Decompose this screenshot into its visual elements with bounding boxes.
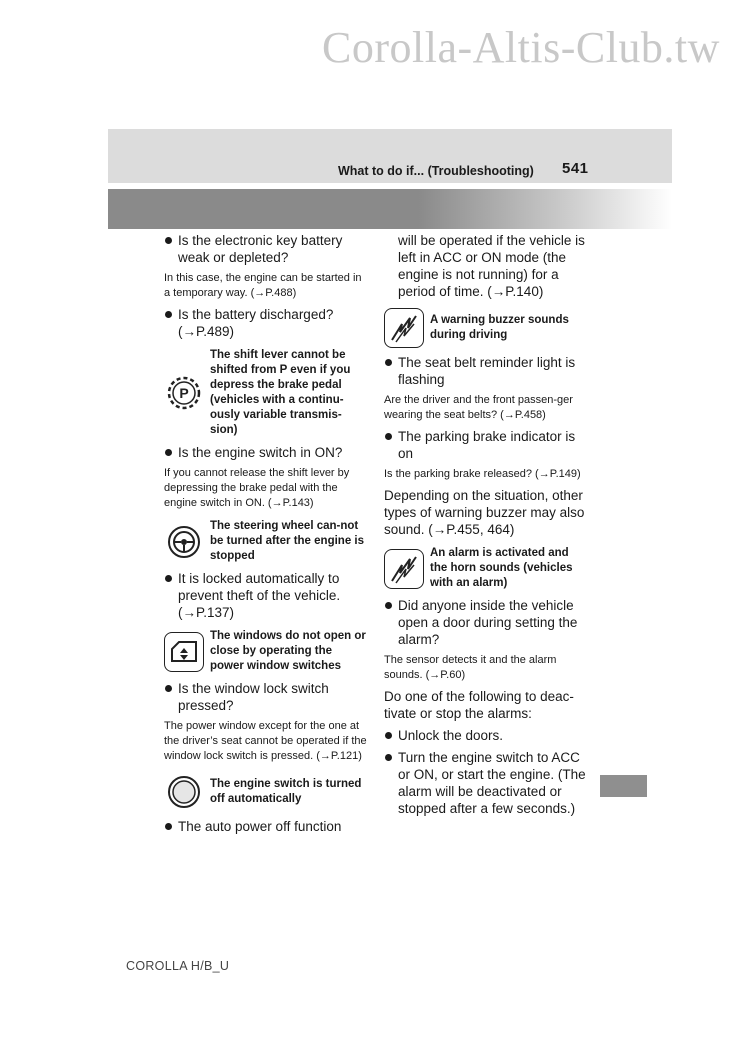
bullet-steering-locked: It is locked automatically to prevent theft of the vehicle. (→P.137) xyxy=(164,570,367,621)
bullet-key-battery: Is the electronic key battery weak or depleted? xyxy=(164,232,367,266)
page-number: 541 xyxy=(562,160,589,177)
alarm-horn-icon xyxy=(384,549,424,589)
steering-wheel-icon xyxy=(164,522,204,562)
continued-auto-power-off: will be operated if the vehicle is left in ACC or ON mode (the engine is not running) for a period of time. (→P.140) xyxy=(398,233,585,299)
bullet-seat-belt: The seat belt reminder light is flashing xyxy=(384,354,589,388)
para-deactivate: Do one of the following to deac-tivate or stop the alarms: xyxy=(384,689,574,721)
watermark: Corolla-Altis-Club.tw xyxy=(322,23,720,72)
para-other-buzzers: Depending on the situation, other types of warning buzzer may also sound. (→P.455, 464) xyxy=(384,488,585,537)
svg-text:P: P xyxy=(179,385,189,401)
heading-steering-wheel xyxy=(164,519,367,564)
bullet-door-opened: Did anyone inside the vehicle open a door during setting the alarm? xyxy=(384,597,589,648)
left-column xyxy=(164,232,367,840)
heading-warning-buzzer xyxy=(384,308,589,348)
note-shift-lever: If you cannot release the shift lever by depressing the brake pedal with the engine switch in ON. (→P.143) xyxy=(164,467,350,509)
bullet-battery-discharged: Is the battery discharged? (→P.489) xyxy=(164,306,367,340)
bullet-window-lock: Is the window lock switch pressed? xyxy=(164,680,367,714)
engine-start-stop-icon xyxy=(164,772,204,812)
heading-text: The engine switch is turned off automatically xyxy=(210,778,362,805)
bullet-unlock-doors: Unlock the doors. xyxy=(384,727,589,744)
note-key-battery: In this case, the engine can be started in a temporary way. (→P.488) xyxy=(164,272,362,299)
heading-text: The steering wheel can-not be turned after the engine is stopped xyxy=(210,520,364,562)
bullet-auto-power-off: The auto power off function xyxy=(164,818,367,835)
bullet-parking-brake: The parking brake indicator is on xyxy=(384,428,589,462)
note-seat-belt: Are the driver and the front passen-ger wearing the seat belts? (→P.458) xyxy=(384,394,573,421)
heading-text: The windows do not open or close by operating the power window switches xyxy=(210,630,366,672)
section-title: What to do if... (Troubleshooting) xyxy=(338,164,534,178)
note-sensor: The sensor detects it and the alarm sounds. (→P.60) xyxy=(384,654,557,681)
heading-text: An alarm is activated and the horn sounds (vehicles with an alarm) xyxy=(430,547,573,589)
heading-alarm-horn xyxy=(384,546,589,591)
buzzer-alarm-icon xyxy=(384,308,424,348)
power-window-icon xyxy=(164,632,204,672)
header-gradient-bar xyxy=(108,189,672,229)
chapter-tab xyxy=(600,775,647,797)
note-window-lock: The power window except for the one at the driver’s seat cannot be operated if the window lock switch is pressed. (→P.121) xyxy=(164,720,367,762)
heading-shift-lever xyxy=(164,348,367,438)
footer-model: COROLLA H/B_U xyxy=(126,959,230,973)
heading-text: A warning buzzer sounds during driving xyxy=(430,314,569,341)
shift-lock-gear-icon xyxy=(164,373,204,413)
note-parking-brake: Is the parking brake released? (→P.149) xyxy=(384,468,581,480)
heading-engine-switch-off xyxy=(164,772,367,812)
right-column xyxy=(384,232,589,822)
bullet-engine-switch-acc: Turn the engine switch to ACC or ON, or start the engine. (The alarm will be deactivated or stopped after a few seconds.) xyxy=(384,749,589,817)
bullet-engine-switch-on: Is the engine switch in ON? xyxy=(164,444,367,461)
heading-power-windows xyxy=(164,629,367,674)
heading-text: The shift lever cannot be shifted from P even if you depress the brake pedal (vehicles with a continu-ously variable transmis-sion) xyxy=(210,349,351,436)
